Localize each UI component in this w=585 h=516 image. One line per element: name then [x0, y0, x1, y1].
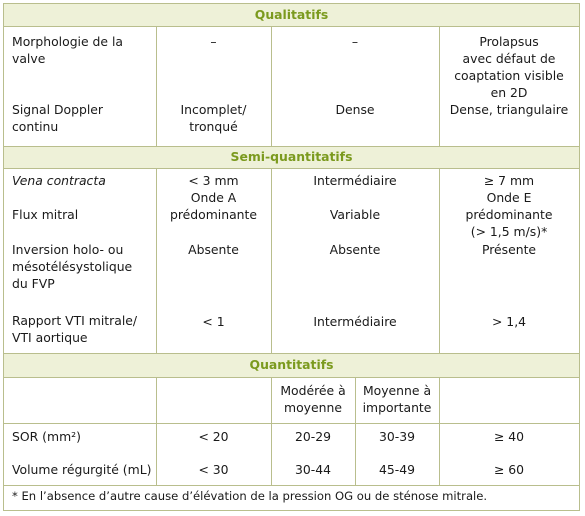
cell-morpho-col3	[439, 33, 579, 101]
row-label-morphologie	[12, 33, 123, 67]
section-quantitatifs	[4, 353, 579, 377]
header-moyenne-importante	[355, 382, 439, 416]
section-title: Quantitatifs	[249, 357, 334, 372]
cell-text: moyenne	[284, 400, 342, 415]
cell-vc-col2	[271, 172, 439, 189]
cell-text: tronqué	[189, 119, 238, 134]
cell-text: Présente	[481, 242, 537, 257]
cell-text: ≥ 40	[493, 429, 525, 444]
cell-text: prédominante	[169, 207, 258, 222]
cell-text: Intermédiaire	[313, 314, 397, 329]
cell-text: ≥ 60	[493, 462, 525, 477]
cell-inv-col1	[156, 241, 271, 258]
cell-text: Moyenne à	[362, 383, 432, 398]
cell-text: Prolapsus	[479, 34, 539, 49]
cell-text: > 1,4	[491, 314, 527, 329]
cell-text: –	[351, 34, 359, 49]
cell-morpho-col1	[156, 33, 271, 50]
cell-flux-col2	[271, 206, 439, 223]
cell-text: < 30	[198, 462, 229, 477]
row-label-doppler	[12, 101, 103, 135]
row-label-inversion	[12, 241, 132, 292]
cell-text: Dense, triangulaire	[449, 102, 569, 117]
row-label-volume	[12, 461, 151, 478]
cell-text: Onde A	[190, 190, 237, 205]
cell-inv-col3	[439, 241, 579, 258]
cell-doppler-col2	[271, 101, 439, 118]
cell-text: Dense	[335, 102, 375, 117]
divider	[4, 26, 579, 27]
row-label-sor	[12, 428, 81, 445]
cell-vti-col1	[156, 313, 271, 330]
divider	[4, 168, 579, 169]
footnote	[12, 488, 487, 505]
cell-text: Onde E	[486, 190, 532, 205]
label-line: du FVP	[12, 276, 55, 291]
cell-sor-col2b	[355, 428, 439, 445]
label-line: Volume régurgité (mL)	[12, 462, 152, 477]
label-line: continu	[12, 119, 59, 134]
cell-text: 45-49	[378, 462, 415, 477]
divider	[4, 146, 579, 147]
cell-sor-col1	[156, 428, 271, 445]
cell-flux-col1	[156, 189, 271, 223]
cell-text: importante	[362, 400, 432, 415]
footnote-text: * En l’absence d’autre cause d’élévation de la pression OG ou de sténose mitrale.	[12, 489, 488, 503]
row-label-vena-contracta	[12, 172, 106, 189]
label-line: VTI aortique	[12, 330, 88, 345]
section-qualitatifs	[4, 4, 579, 26]
section-semi-quantitatifs	[4, 146, 579, 168]
cell-text: avec défaut de	[462, 51, 556, 66]
cell-text: –	[210, 34, 217, 49]
cell-text: < 1	[202, 314, 225, 329]
cell-doppler-col3	[439, 101, 579, 118]
cell-text: Absente	[329, 242, 381, 257]
cell-vc-col1	[156, 172, 271, 189]
cell-text: en 2D	[490, 85, 528, 100]
cell-text: Variable	[329, 207, 381, 222]
divider	[4, 485, 579, 486]
row-label-vti	[12, 312, 137, 346]
cell-text: Modérée à	[280, 383, 346, 398]
divider	[4, 353, 579, 354]
section-title: Qualitatifs	[254, 7, 329, 22]
cell-text: Absente	[188, 242, 239, 257]
label-line: mésotélésystolique	[12, 259, 133, 274]
cell-vti-col3	[439, 313, 579, 330]
label-line: Flux mitral	[12, 207, 79, 222]
cell-text: coaptation visible	[454, 68, 564, 83]
header-moderee-moyenne	[271, 382, 355, 416]
cell-vol-col2b	[355, 461, 439, 478]
cell-text: 30-44	[294, 462, 331, 477]
cell-text: prédominante	[465, 207, 553, 222]
section-title: Semi-quantitatifs	[230, 149, 353, 164]
cell-text: ≥ 7 mm	[483, 173, 535, 188]
label-line: SOR (mm²)	[12, 429, 81, 444]
cell-text: 20-29	[294, 429, 331, 444]
label-line: Vena contracta	[12, 173, 106, 188]
label-line: Inversion holo- ou	[12, 242, 124, 257]
row-label-flux-mitral	[12, 206, 78, 223]
cell-vc-col3	[439, 172, 579, 189]
label-line: Rapport VTI mitrale/	[12, 313, 138, 328]
cell-vti-col2	[271, 313, 439, 330]
cell-text: Incomplet/	[180, 102, 247, 117]
cell-text: < 3 mm	[188, 173, 239, 188]
cell-morpho-col2	[271, 33, 439, 50]
mitral-regurgitation-table	[3, 3, 580, 511]
cell-vol-col2a	[271, 461, 355, 478]
cell-text: Intermédiaire	[313, 173, 397, 188]
cell-vol-col1	[156, 461, 271, 478]
cell-doppler-col1	[156, 101, 271, 135]
cell-vol-col3	[439, 461, 579, 478]
cell-sor-col2a	[271, 428, 355, 445]
label-line: Morphologie de la	[12, 34, 124, 49]
cell-text: (> 1,5 m/s)*	[470, 224, 548, 239]
divider	[4, 423, 579, 424]
label-line: Signal Doppler	[12, 102, 104, 117]
cell-text: < 20	[198, 429, 229, 444]
cell-sor-col3	[439, 428, 579, 445]
label-line: valve	[12, 51, 46, 66]
cell-inv-col2	[271, 241, 439, 258]
cell-text: 30-39	[378, 429, 415, 444]
cell-flux-col3	[439, 189, 579, 240]
divider	[4, 377, 579, 378]
